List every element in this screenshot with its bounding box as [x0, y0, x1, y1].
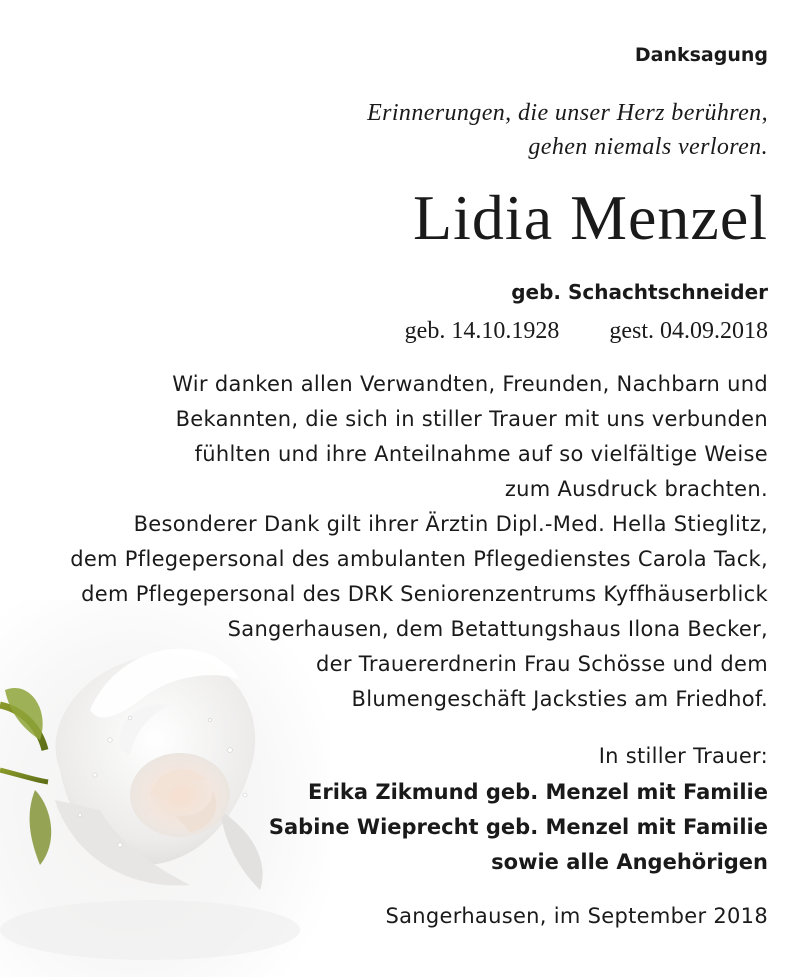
white-rose-image [0, 600, 330, 977]
motto-line-2: gehen niemals verloren. [528, 134, 768, 160]
mourner-3: sowie alle Angehörigen [491, 850, 768, 874]
death-date: gest. 04.09.2018 [609, 318, 768, 344]
body-line-7: dem Pflegepersonal des DRK Seniorenzentrums Kyffhäuserblick [81, 582, 768, 606]
body-line-6: dem Pflegepersonal des ambulanten Pflegedienstes Carola Tack, [70, 547, 768, 571]
white-rose-icon [0, 600, 330, 977]
notice-heading: Danksagung [634, 44, 768, 66]
mourner-1: Erika Zikmund geb. Menzel mit Familie [308, 780, 768, 804]
maiden-name: geb. Schachtschneider [511, 280, 768, 304]
body-line-1: Wir danken allen Verwandten, Freunden, Nachbarn und [172, 372, 768, 396]
body-line-4: zum Ausdruck brachten. [504, 477, 768, 501]
body-line-2: Bekannten, die sich in stiller Trauer mit uns verbunden [175, 407, 768, 431]
body-line-8: Sangerhausen, dem Betattungshaus Ilona Becker, [227, 617, 768, 641]
body-line-3: fühlten und ihre Anteilnahme auf so vielfältige Weise [194, 442, 768, 466]
body-line-9: der Trauererdnerin Frau Schösse und dem [316, 652, 768, 676]
body-line-10: Blumengeschäft Jacksties am Friedhof. [351, 687, 768, 711]
body-line-5: Besonderer Dank gilt ihrer Ärztin Dipl.-Med. Hella Stieglitz, [133, 512, 768, 536]
place-and-date: Sangerhausen, im September 2018 [385, 904, 768, 928]
deceased-name: Lidia Menzel [413, 182, 768, 253]
mourning-label: In stiller Trauer: [598, 744, 768, 768]
life-dates [405, 318, 768, 345]
mourner-2: Sabine Wieprecht geb. Menzel mit Familie [268, 815, 768, 839]
motto-line-1: Erinnerungen, die unser Herz berühren, [367, 100, 768, 126]
birth-date: geb. 14.10.1928 [404, 318, 560, 344]
